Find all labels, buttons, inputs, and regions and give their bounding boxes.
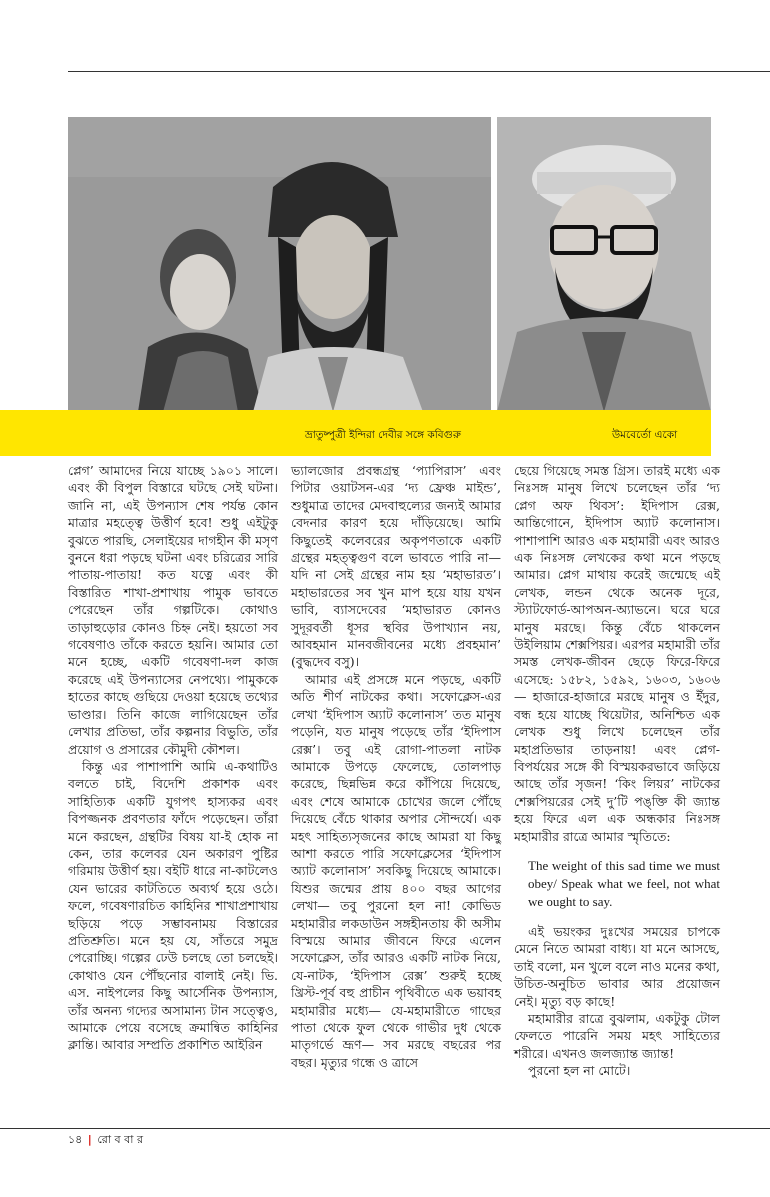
paragraph: প্লেগ’ আমাদের নিয়ে যাচ্ছে ১৯০১ সালে। এবং কী বিপুল বিস্তারে ঘটছে সেই ঘটনা। জানি না, এই উপন্যাস শেষ পর্যন্ত কোন মাত্রার মহত্ত্বে উত্তীর্ণ হবে! শুধু এইটুকু বুঝতে পারছি, সেলাইয়ের দাগহীন কী মসৃণ বুননে ধরা পড়ছে ঘটনা এবং চরিত্রের সারি পাতায়-পাতায়! কত যত্নে এবং কী বিস্তারিত শাখা-প্রশাখায় পামুক ভাবতে পেরেছেন তাঁর গল্পটিকে। কোথাও তাড়াহুড়োর কোনও চিহ্ন নেই। হয়তো সব গবেষণাও তাঁকে করতে হয়নি। আমার তো মনে হচ্ছে, একটি গবেষণা-দল কাজ করেছে এই উপন্যাসের নেপথ্যে। পামুককে হাতের কাছে গুছিয়ে দেওয়া হয়েছে তথ্যের ভাণ্ডার। তিনি কাজে লাগিয়েছেন তাঁর লেখার প্রতিভা, তাঁর কল্পনার বিভুতি, তাঁর প্রয়োগ ও প্রসারের কৌমুদী কৌশল। <box>68 463 278 757</box>
top-rule <box>68 71 770 72</box>
magazine-name: রো ব বা র <box>97 1133 143 1146</box>
photo-tagore-indira-illustration <box>68 117 491 412</box>
paragraph: ছেয়ে গিয়েছে সমস্ত গ্রিস। তারই মধ্যে এক নিঃসঙ্গ মানুষ লিখে চলেছেন তাঁর ‘দ্য প্লেগ অফ থিবস’: ইদিপাস রেক্স, আন্তিগোনে, ইদিপাস অ্যাট কলোনাস। পাশাপাশি আরও এক মহামারী এবং আরও এক নিঃসঙ্গ লেখকের কথা মনে পড়ছে আমার। প্লেগ মাথায় করেই জন্মেছে এই লেখক, লন্ডন থেকে অনেক দূরে, স্ট্যাটফোর্ড-আপঅন-অ্যাভনে। ঘরে ঘরে মানুষ মরছে। কিন্তু বেঁচে থাকলেন উইলিয়াম শেক্সপিয়র। এরপর মহামারী তাঁর সমস্ত লেখক-জীবন ছেড়ে ফিরে-ফিরে এসেছে: ১৫৮২, ১৫৯২, ১৬০৩, ১৬০৬— হাজারে-হাজারে মরছে মানুষ ও ইঁদুর, বন্ধ হয়ে যাচ্ছে থিয়েটার, অনিশ্চিত এক লেখক শুধু লিখে চলেছেন তাঁর মহাপ্রতিভার তাড়নায়! এবং প্লেগ-বিপর্যয়ের সঙ্গে কী বিস্ময়করভাবে জড়িয়ে আছে তাঁর সৃজন! ‘কিং লিয়র’ নাটকের শেক্সপিয়রের সেই দু’টি পঙ্‌ক্তি কী জ্যান্ত হয়ে ফিরে এল এক অন্ধকার নিঃসঙ্গ মহামারীর রাত্রে আমার স্মৃতিতে: <box>514 463 720 844</box>
page-footer <box>68 1131 143 1150</box>
photo-umberto-eco-illustration <box>497 117 711 412</box>
paragraph: এই ভয়ংকর দুঃখের সময়ের চাপকে মেনে নিতে আমরা বাধ্য। যা মনে আসছে, তাই বলো, মন খুলে বলে নাও মনের কথা, উচিত-অনুচিত ভাবার আর প্রয়োজন নেই। মৃত্যু বড় কাছে! <box>514 923 720 1009</box>
photo-caption-right: উমবের্তো একো <box>612 429 678 441</box>
paragraph: ভ্যালজোর প্রবন্ধগ্রন্থ ‘প্যাপিরাস’ এবং পিটার ওয়াটসন-এর ‘দ্য ফ্রেঞ্চ মাইন্ড’, শুধুমাত্র তাদের মেদবাহুল্যের জন্যই আমার বেদনার কারণ হয়ে দাঁড়িয়েছে। আমি কিছুতেই কলেবরের অকৃপণতাকে একটি গ্রন্থের মহত্ত্বগুণ বলে ভাবতে পারি না— যদি না সেই গ্রন্থের নাম হয় ‘মহাভারত’। মহাভারতের সব খুন মাপ হয়ে যায় যখন ভাবি, ব্যাসদেবের ‘মহাভারত কোনও সুদূরবর্তী ধূসর স্থবির উপাখ্যান নয়, আবহমান মানবজীবনের মধ্যে প্রবহমান’ (বুদ্ধদেব বসু)। <box>291 463 501 670</box>
photo-caption-left: ভ্রাতুষ্পুত্রী ইন্দিরা দেবীর সঙ্গে কবিগুরু <box>305 429 461 441</box>
paragraph: মহামারীর রাত্রে বুঝলাম, একটুকু টোল ফেলতে পারেনি সময় মহৎ সাহিত্যের শরীরে। এখনও জলজ্যান্ত জ্যান্ত! <box>514 1010 720 1061</box>
footer-separator: | <box>87 1133 92 1146</box>
photo-umberto-eco <box>497 117 711 412</box>
paragraph: কিন্তু এর পাশাপাশি আমি এ-কথাটিও বলতে চাই, বিদেশি প্রকাশক এবং সাহিত্যিক একটি যুগপৎ হাস্যকর এবং বিপজ্জনক প্রবণতার ফাঁদে পড়েছেন। তাঁরা মনে করছেন, গ্রন্থটির বিষয় যা-ই হোক না কেন, তার কলেবর যেন অকারণ পুষ্টির গরিমায় উত্তীর্ণ হয়। বইটি ধারে না-কাটলেও যেন ভারের কাটতিতে অব্যর্থ হয়ে ওঠে। ফলে, গবেষণারচিত কাহিনির শাখাপ্রশাখায় ছড়িয়ে পড়ে সম্ভাবনাময় বিস্তারের প্রতিশ্রুতি। মনে হয় যে, সাঁতরে সমুদ্র পেরোচ্ছি। গল্পের ঢেউ চলছে তো চলছেই। কোথাও যেন পৌঁছনোর বালাই নেই। ভি. এস. নাইপলের কিছু আর্সেনিক উপন্যাস, তাঁর অনন্য গদ্যের অসামান্য টান সত্ত্বেও, আমাকে পেয়ে বসেছে ক্রমান্বিত কাহিনির ক্লান্তি। আবার সম্প্রতি প্রকাশিত আইরিন <box>68 758 278 1053</box>
shakespeare-quote: The weight of this sad time we must obey/ Speak what we feel, not what we ought to say. <box>528 857 720 909</box>
paragraph: পুরনো হল না মোটে। <box>528 1063 631 1079</box>
paragraph: আমার এই প্রসঙ্গে মনে পড়ছে, একটি অতি শীর্ণ নাটকের কথা। সফোক্লেস-এর লেখা ‘ইদিপাস অ্যাট কলোনাস’ তত মানুষ পড়েনি, যত মানুষ পড়েছে তাঁর ‘ইদিপাস রেক্স’। তবু এই রোগা-পাতলা নাটক আমাকে উপড়ে ফেলেছে, তোলপাড় করেছে, ছিন্নভিন্ন করে কাঁপিয়ে দিয়েছে, এবং শেষে আমাকে চোখের জলে পৌঁছে দিয়েছে বেঁচে থাকার অপার সৌন্দর্যে। এক মহৎ সাহিত্যসৃজনের কাছে আমরা যা কিছু আশা করতে পারি সফোক্লেসের ‘ইদিপাস অ্যাট কলোনাস’ সবকিছু দিয়েছে আমাকে। যিশুর জন্মের প্রায় ৪০০ বছর আগের লেখা— তবু পুরনো হল না! কোভিড মহামারীর লকডাউন সঙ্গহীনতায় কী অসীম বিস্ময়ে আমার জীবনে ফিরে এলেন সফোক্লেস, তাঁর আরও একটি নাটক নিয়ে, যে-নাটক, ‘ইদিপাস রেক্স’ শুরুই হচ্ছে খ্রিস্ট-পূর্ব বহু প্রাচীন পৃথিবীতে এক ভয়াবহ মহামারীর মধ্যে— যে-মহামারীতে গাছের পাতা থেকে ফুল থেকে গাভীর দুধ থেকে মাতৃগর্ভে ভ্রূণ— সব মরছে বছরের পর বছর। মৃত্যুর গন্ধে ও ত্রাসে <box>291 671 501 1070</box>
text-column-1 <box>68 462 278 1054</box>
photo-tagore-indira <box>68 117 491 412</box>
text-column-2 <box>291 462 501 1071</box>
text-column-3 <box>514 462 720 1080</box>
bottom-rule <box>0 1128 770 1129</box>
page-number: ১৪ <box>68 1133 83 1146</box>
